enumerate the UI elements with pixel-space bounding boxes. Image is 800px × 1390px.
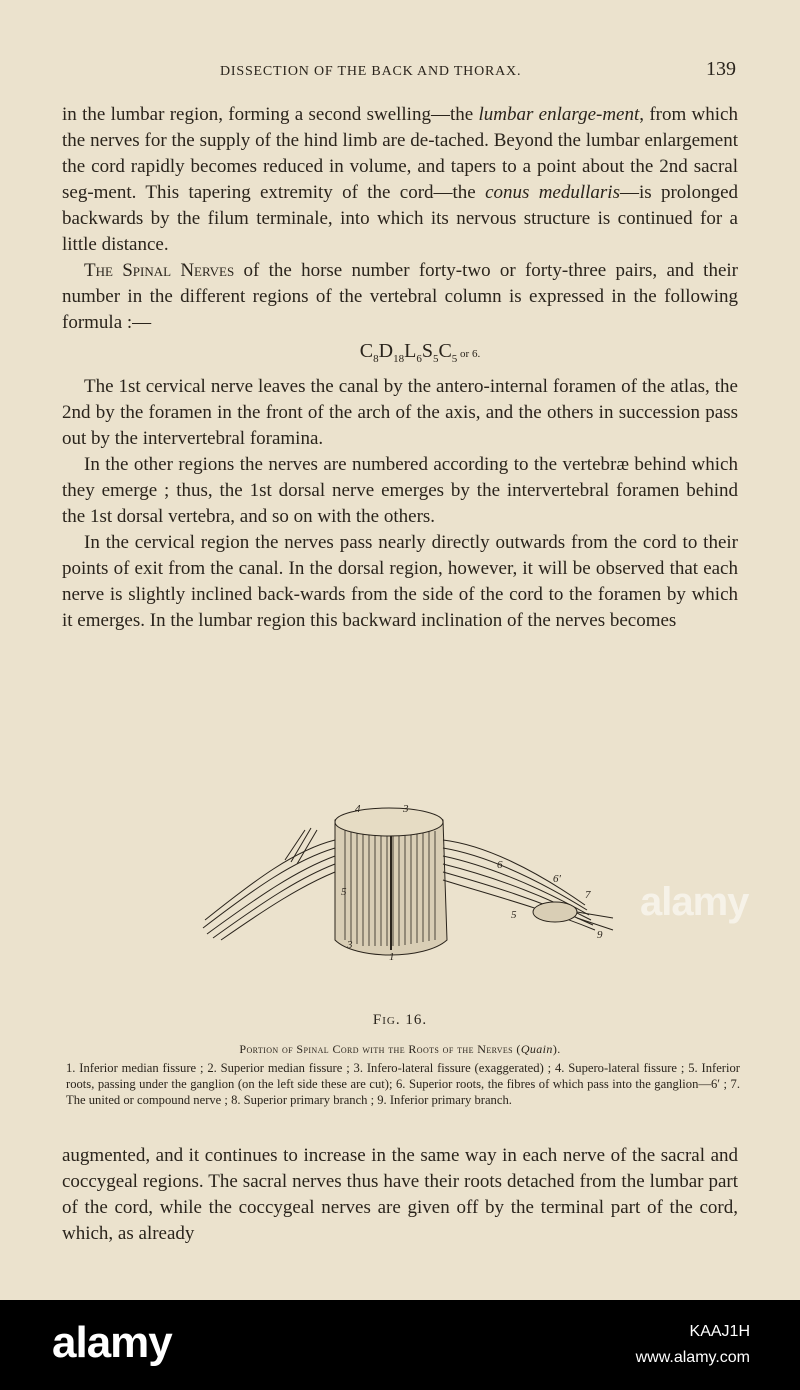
figure-legend — [66, 1060, 740, 1108]
label-3: 3 — [403, 803, 409, 815]
stock-url: www.alamy.com — [635, 1349, 750, 1366]
page-header — [60, 58, 740, 88]
paragraph-5: In the cervical region the nerves pass nearly directly outwards from the cord to their points of exit from the canal. In the dorsal region, however, it will be observed that each nerve is slightly inclined back-wards from the side of the cord to the foramen by which it emerges. In the lumbar region this backward inclination of the nerves becomes — [62, 532, 738, 631]
spinal-cord-illustration — [185, 800, 615, 970]
term-conus-medullaris: conus medullaris — [485, 182, 620, 203]
watermark-logo: alamy — [640, 880, 749, 924]
label-3b: 3 — [347, 939, 353, 951]
paragraph-4: In the other regions the nerves are numbered according to the vertebræ behind which they emerge ; thus, the 1st dorsal nerve emerges by the intervertebral foramen behind the 1st dorsal vertebra, and so on with the others. — [62, 454, 738, 527]
term-spinal-nerves: The Spinal Nerves — [84, 260, 235, 281]
body-text-lower — [62, 1143, 738, 1247]
nerve-formula: $C_8D_{18}L_6S_5C_5$ or 6. — [359, 340, 481, 365]
paragraph-3: The 1st cervical nerve leaves the canal by the antero-internal foramen of the atlas, the 2nd by the foramen in the front of the arch of the axis, and the others in succession pass out by the intervertebral foramina. — [62, 376, 738, 449]
stock-brand-logo: alamy — [52, 1318, 172, 1367]
compound-nerve — [577, 912, 613, 930]
cord-cut-surface — [335, 808, 443, 836]
label-1: 1 — [389, 951, 395, 963]
label-6: 6 — [497, 859, 503, 871]
term-lumbar-enlargement: lumbar enlarge-ment — [478, 104, 640, 125]
label-6-prime: 6′ — [553, 873, 561, 885]
legend-text: 1. Inferior median fissure ; 2. Superior median fissure ; 3. Infero-lateral fissure (exaggerated) ; 4. Supero-lateral fissure ; 5. Inferior roots, passing under the ganglion (on the left side these are cut); 6. Superior roots, the fibres of which pass into the ganglion—6′ ; 7. The united or compound nerve ; 8. Superior primary branch ; 9. Inferior primary branch. — [66, 1061, 740, 1107]
body-text-upper — [62, 102, 738, 634]
label-9: 9 — [597, 929, 603, 941]
label-5b: 5 — [511, 909, 517, 921]
figure-number: Fig. 16. — [372, 1012, 428, 1028]
image-id: KAAJ1H — [689, 1323, 750, 1340]
label-5: 5 — [341, 886, 347, 898]
label-4: 4 — [355, 803, 361, 815]
paragraph-1: in the lumbar region, forming a second swelling—the lumbar enlarge-ment, from which the nerves for the supply of the hind limb are de-tached. Beyond the lumbar enlargement the cord rapidly becomes reduced in volume, and tapers to a point about the 2nd sacral seg-ment. This tapering extremity of the cord—the conus medullaris—is prolonged backwards by the filum terminale, into which its nervous structure is continued for a little distance. — [62, 104, 739, 255]
label-7: 7 — [585, 889, 591, 901]
paragraph-2: The Spinal Nerves of the horse number forty-two or forty-three pairs, and their number in the different regions of the vertebral column is expressed in the following formula :— — [62, 260, 738, 333]
figure-title: Portion of Spinal Cord with the Roots of the Nerves (Quain). — [239, 1042, 561, 1056]
ganglion — [533, 902, 577, 922]
page-number: 139 — [706, 58, 736, 80]
paragraph-6: augmented, and it continues to increase in the same way in each nerve of the sacral and coccygeal regions. The sacral nerves thus have their roots detached from the lumbar part of the cord, while the coccygeal nerves are given off by the terminal part of the cord, which, as already — [62, 1145, 738, 1244]
running-title: DISSECTION OF THE BACK AND THORAX. — [220, 64, 522, 79]
left-nerve-roots — [203, 840, 335, 940]
